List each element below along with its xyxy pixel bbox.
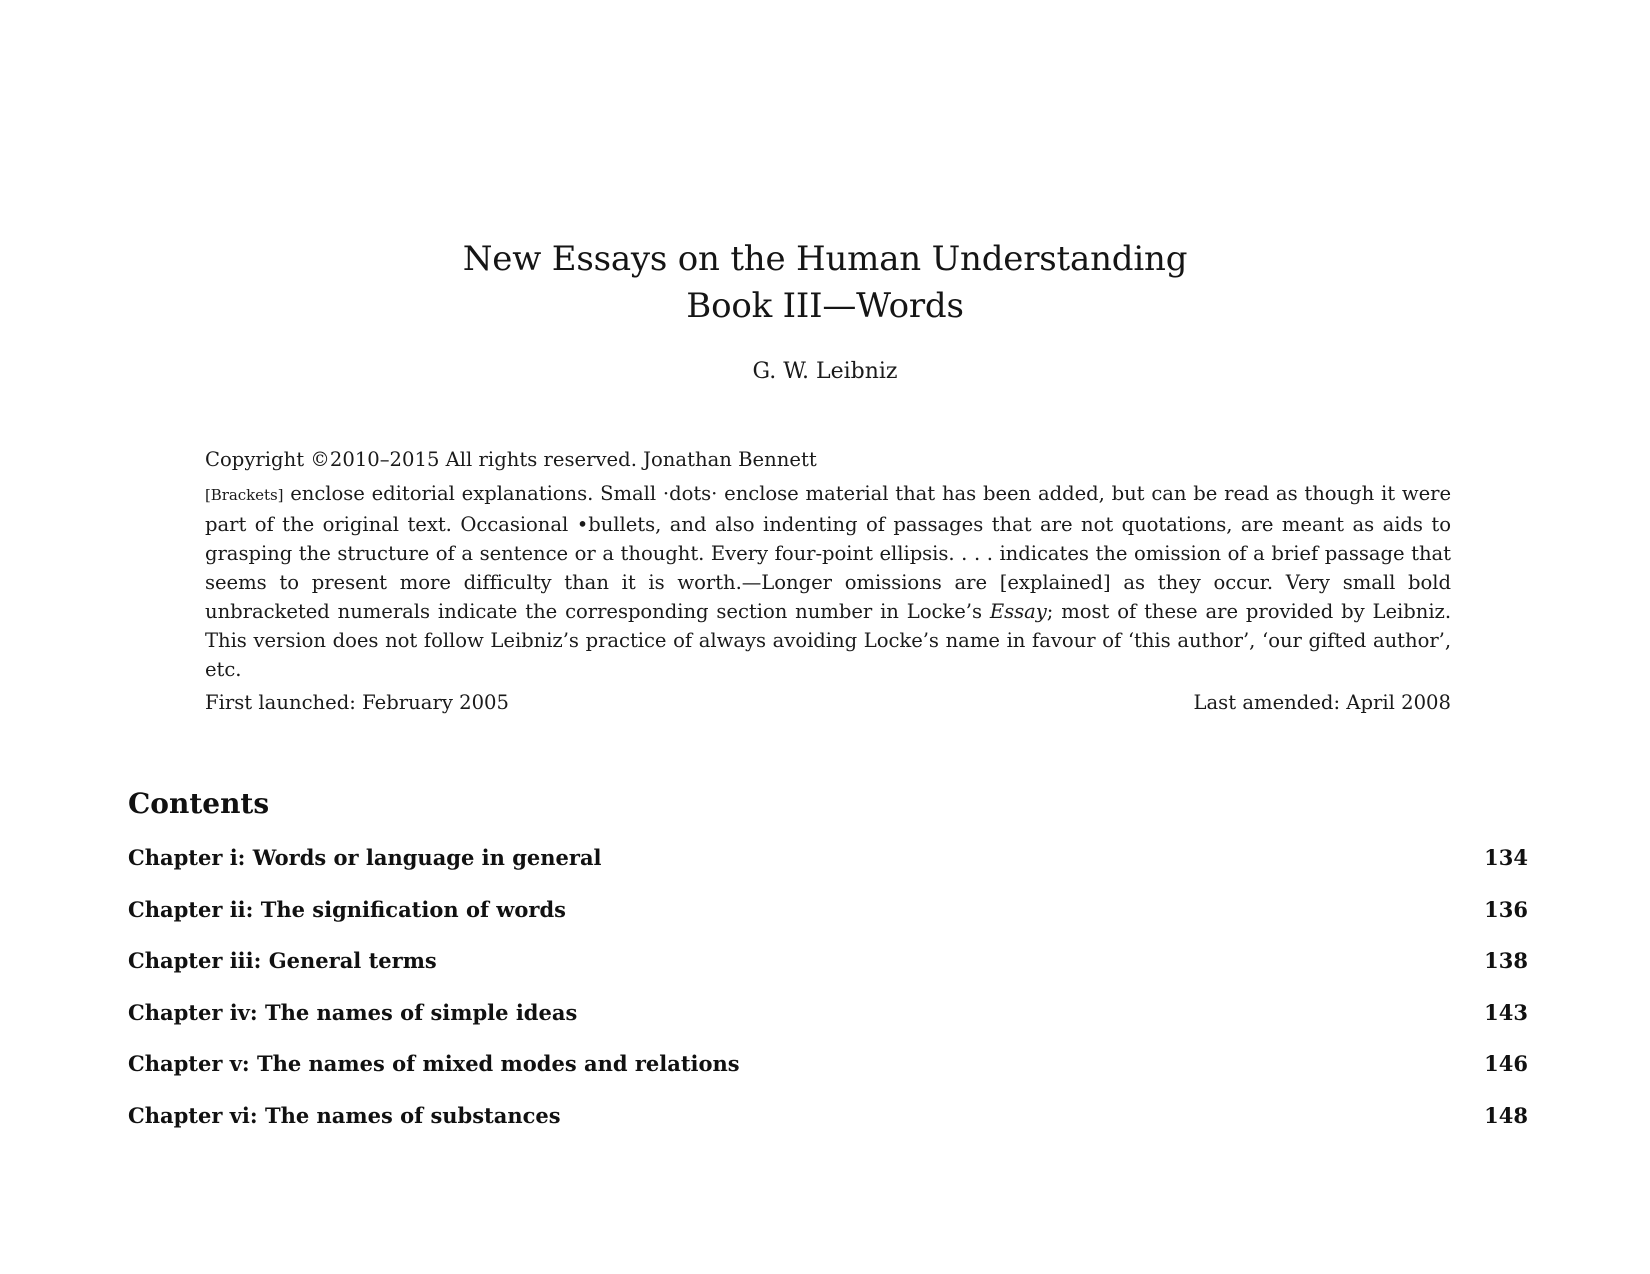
toc-entry-page: 136 xyxy=(1484,896,1528,922)
title-block xyxy=(0,236,1650,330)
toc-entry-page: 148 xyxy=(1484,1102,1528,1128)
author-name: G. W. Leibniz xyxy=(752,359,898,384)
toc-entry-chapter-iv[interactable] xyxy=(128,1000,1528,1052)
brackets-word: [Brackets] xyxy=(205,486,284,504)
document-subtitle: Book III—Words xyxy=(686,286,964,326)
last-amended: Last amended: April 2008 xyxy=(1193,691,1451,714)
first-launched: First launched: February 2005 xyxy=(205,691,509,714)
notice-text-part-2: ; most of these are provided by Leibniz. This version does not follow Leibniz’s practice of always avoiding Locke’s name in favour of ‘this author’, ‘our gifted author’, etc. xyxy=(205,600,1451,681)
document-title: New Essays on the Human Understanding xyxy=(462,239,1188,279)
toc-entry-page: 143 xyxy=(1484,999,1528,1025)
toc-entry-label: Chapter v: The names of mixed modes and relations xyxy=(128,1051,740,1077)
toc-entry-page: 138 xyxy=(1484,948,1528,974)
notice-text-part-1: enclose editorial explanations. Small ·dots· enclose material that has been added, but can be read as though it were part of the original text. Occasional •bullets, and also indenting of passages that are not quotations, are meant as aids to grasping the structure of a sentence or a thought. Every four-point ellipsis. . . . indicates the omission of a brief passage that seems to present more difficulty than it is worth.—Longer omissions are [explained] as they occur. Very small bold unbracketed numerals indicate the corresponding section number in Locke’s xyxy=(205,482,1451,623)
toc-entry-chapter-i[interactable] xyxy=(128,845,1528,897)
front-matter xyxy=(205,445,1451,718)
toc-entry-chapter-ii[interactable] xyxy=(128,897,1528,949)
editorial-notice xyxy=(205,479,1451,684)
copyright-notice: Copyright ©2010–2015 All rights reserved. Jonathan Bennett xyxy=(205,448,817,471)
toc-entry-label: Chapter i: Words or language in general xyxy=(128,845,602,870)
essay-italic: Essay xyxy=(989,600,1047,623)
toc-entry-label: Chapter vi: The names of substances xyxy=(128,1102,561,1128)
toc-entry-chapter-vi[interactable] xyxy=(128,1103,1528,1155)
table-of-contents xyxy=(128,845,1528,1155)
contents-heading: Contents xyxy=(128,787,270,820)
toc-entry-page: 134 xyxy=(1484,845,1528,870)
dates-row xyxy=(205,688,1451,718)
toc-entry-chapter-iii[interactable] xyxy=(128,948,1528,1000)
toc-entry-label: Chapter iii: General terms xyxy=(128,948,437,974)
toc-entry-label: Chapter ii: The signification of words xyxy=(128,896,566,922)
toc-entry-chapter-v[interactable] xyxy=(128,1051,1528,1103)
toc-entry-page: 146 xyxy=(1484,1051,1528,1077)
toc-entry-label: Chapter iv: The names of simple ideas xyxy=(128,999,578,1025)
